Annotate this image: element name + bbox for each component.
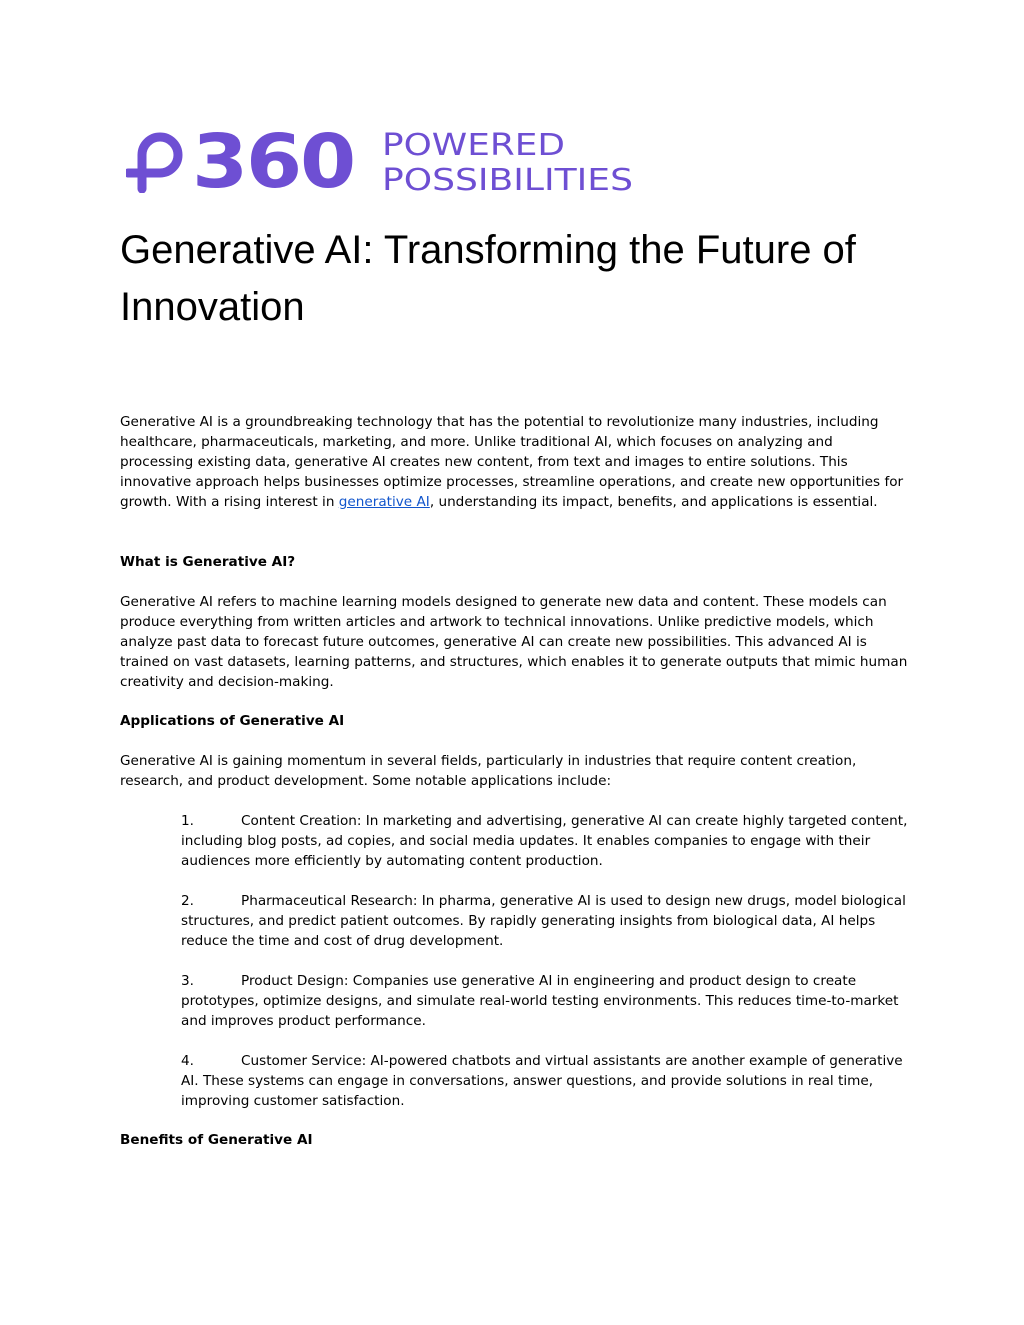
intro-text-end: , understanding its impact, benefits, and applications is essential. — [429, 494, 878, 510]
p360-logo — [126, 127, 636, 193]
applications-heading: Applications of Generative AI — [120, 713, 345, 729]
intro-paragraph — [120, 412, 910, 512]
list-text: Product Design: Companies use generative AI in engineering and product design to create prototypes, optimize designs, and simulate real-world testing environments. This reduces time-to-market and improves product performance. — [181, 973, 899, 1029]
intro-text-start: Generative AI is a groundbreaking technology that has the potential to revolutionize many industries, including healthcare, pharmaceuticals, marketing, and more. Unlike traditional AI, which focuses on analyzing and processing existing data, generative AI creates new content, from text and images to entire solutions. This innovative approach helps businesses optimize processes, streamline operations, and create new opportunities for growth. With a rising interest in — [120, 414, 904, 510]
list-text: Content Creation: In marketing and advertising, generative AI can create highly targeted content, including blog posts, ad copies, and social media updates. It enables companies to engage with their audiences more efficiently by automating content production. — [181, 813, 908, 869]
generative-ai-link[interactable]: generative AI — [338, 494, 430, 510]
page-title: Generative AI: Transforming the Future of Innovation — [120, 228, 856, 329]
what-is-heading: What is Generative AI? — [120, 554, 296, 570]
logo-mark-p-icon — [128, 137, 178, 189]
logo-mark-digits: 360 — [192, 127, 354, 193]
logo-line-1: POWERED — [382, 128, 565, 163]
list-number: 2. — [181, 893, 194, 909]
list-number: 4. — [181, 1053, 194, 1069]
list-item — [181, 811, 911, 871]
logo-line-2: POSSIBILITIES — [382, 163, 633, 193]
list-text: Pharmaceutical Research: In pharma, generative AI is used to design new drugs, model biological structures, and predict patient outcomes. By rapidly generating insights from biological data, AI helps reduce the time and cost of drug development. — [181, 893, 906, 949]
applications-intro: Generative AI is gaining momentum in several fields, particularly in industries that require content creation, research, and product development. Some notable applications include: — [120, 753, 857, 789]
list-number: 1. — [181, 813, 194, 829]
list-item — [181, 891, 911, 951]
list-text: Customer Service: AI-powered chatbots and virtual assistants are another example of generative AI. These systems can engage in conversations, answer questions, and provide solutions in real time, improving customer satisfaction. — [181, 1053, 903, 1109]
list-item — [181, 1051, 911, 1111]
what-is-paragraph: Generative AI refers to machine learning models designed to generate new data and content. These models can produce everything from written articles and artwork to technical innovations. Unlike predictive models, which analyze past data to forecast future outcomes, generative AI can create new possibilities. This advanced AI is trained on vast datasets, learning patterns, and structures, which enables it to generate outputs that mimic human creativity and decision-making. — [120, 594, 908, 690]
benefits-heading: Benefits of Generative AI — [120, 1132, 313, 1148]
list-number: 3. — [181, 973, 194, 989]
list-item — [181, 971, 911, 1031]
